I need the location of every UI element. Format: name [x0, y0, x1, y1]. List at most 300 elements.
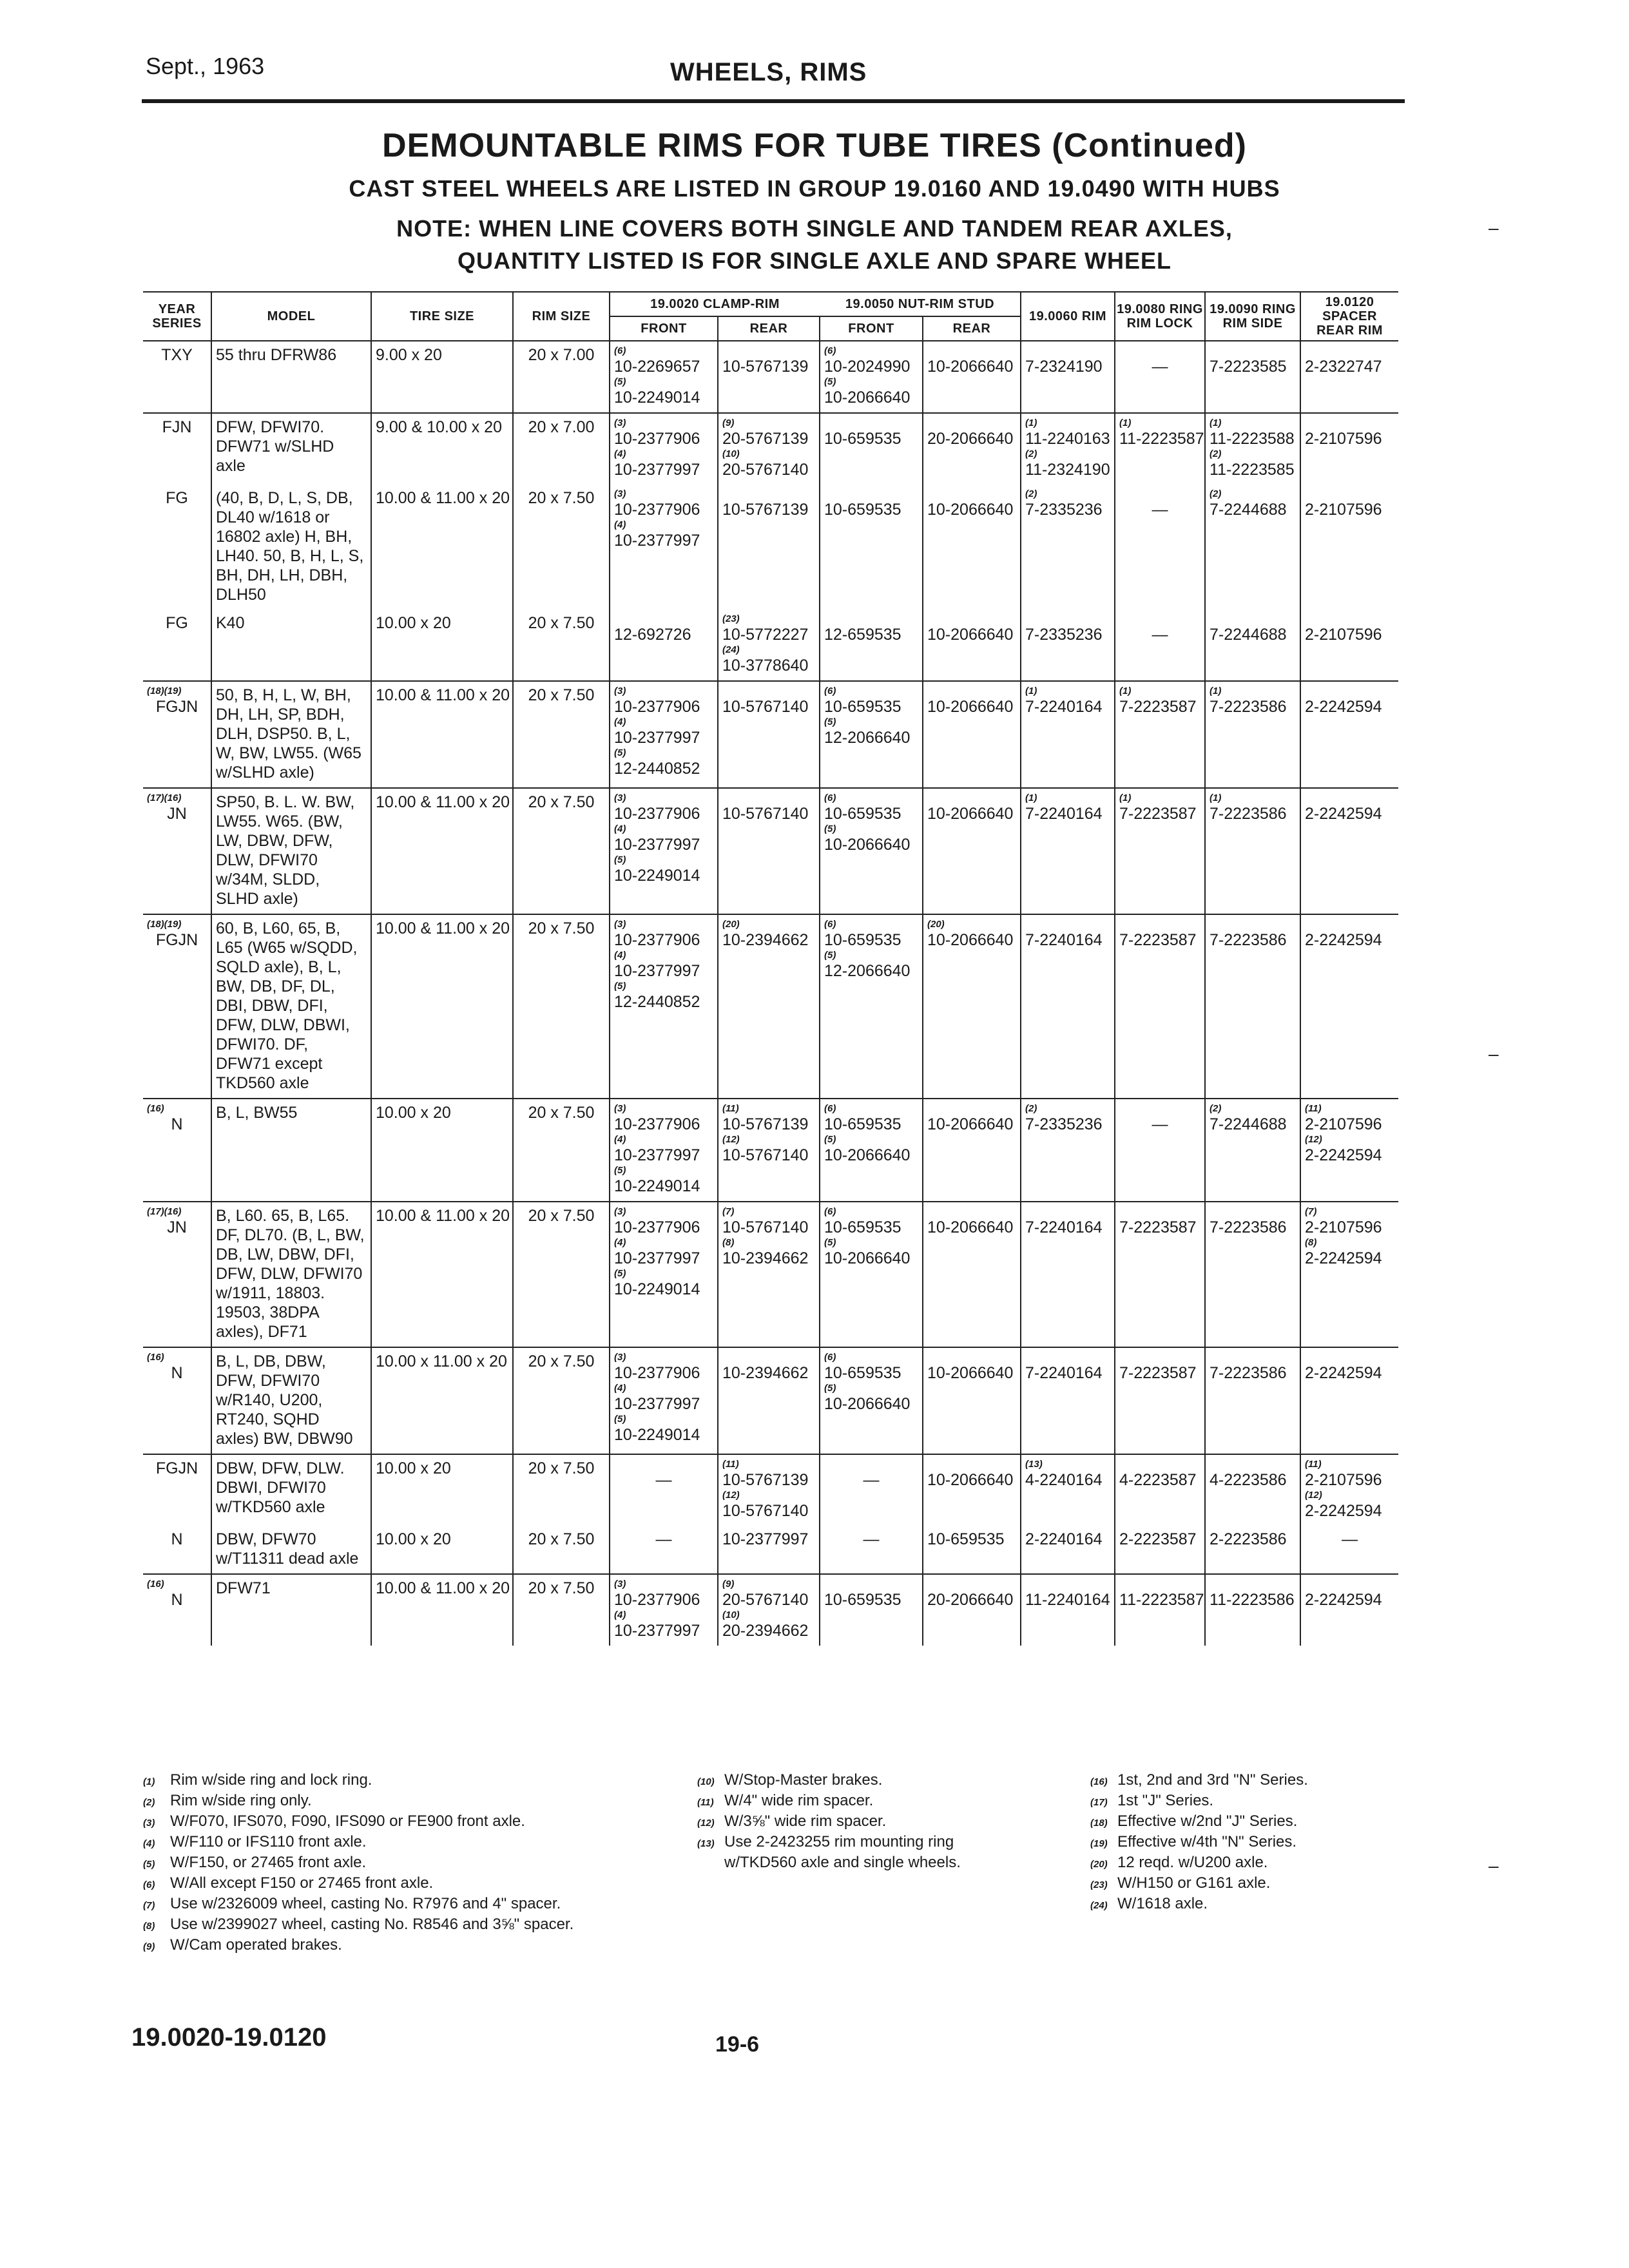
rim-size: 20 x 7.50	[528, 489, 595, 507]
rim-size: 20 x 7.50	[528, 1104, 595, 1122]
footnote-ref: (5)	[614, 1414, 626, 1425]
footnote-key: (11)	[697, 1797, 714, 1808]
part-number: 10-2066640	[824, 389, 911, 407]
clamp-front-cell	[610, 341, 718, 413]
footnote-ref: (6)	[824, 1103, 836, 1114]
part-number: 10-5767140	[722, 698, 809, 716]
part-number: 7-2240164	[1025, 805, 1103, 823]
footnote-ref: (6)	[824, 686, 836, 697]
table-row	[143, 1347, 1398, 1454]
series-footnote-ref: (17)(16)	[147, 1206, 182, 1217]
year-series-cell	[143, 1574, 211, 1646]
col-model: MODEL	[211, 292, 371, 341]
footnote-ref: (2)	[1025, 448, 1037, 459]
year-series-cell	[143, 1347, 211, 1454]
part-number: 2-2107596	[1305, 501, 1382, 519]
footnote-text: w/TKD560 axle and single wheels.	[724, 1854, 961, 1871]
nut-rear-cell	[923, 1526, 1021, 1574]
part-number: 7-2335236	[1025, 1115, 1103, 1133]
footnote	[1090, 1791, 1308, 1812]
footnote-ref: (3)	[614, 1206, 626, 1217]
footnote-ref: (2)	[1210, 488, 1222, 499]
nut-rear-cell	[923, 914, 1021, 1099]
model-text: DBW, DFW70 w/T11311 dead axle	[216, 1530, 359, 1568]
part-number: 10-2377906	[614, 805, 700, 823]
clamp-front-cell	[610, 1347, 718, 1454]
nut-front-cell	[820, 1526, 923, 1574]
footnote-ref: (1)	[1025, 686, 1037, 697]
footnote-key: (5)	[143, 1859, 155, 1870]
rim-cell	[1021, 341, 1115, 413]
footnote	[1090, 1832, 1308, 1853]
footnote-ref: (4)	[614, 448, 626, 459]
footnote-ref: (1)	[1210, 686, 1222, 697]
footnote-ref: (5)	[824, 716, 836, 727]
nut-front-cell	[820, 485, 923, 610]
footnote-ref: (7)	[1305, 1206, 1317, 1217]
footnote-text: W/4" wide rim spacer.	[724, 1792, 874, 1809]
footnote-key: (12)	[697, 1818, 715, 1829]
model-cell	[211, 485, 371, 610]
footnote	[143, 1771, 574, 1791]
part-number: 10-659535	[824, 1591, 901, 1609]
ring-side-cell	[1205, 1347, 1300, 1454]
tire-size: 10.00 & 11.00 x 20	[376, 1207, 510, 1225]
clamp-front-cell	[610, 681, 718, 788]
footnote-ref: (5)	[824, 376, 836, 387]
tire-size-cell	[371, 1347, 513, 1454]
ring-side-cell	[1205, 788, 1300, 914]
footnote-ref: (20)	[927, 919, 945, 930]
rim-size: 20 x 7.50	[528, 1459, 595, 1477]
footnote-ref: (3)	[614, 686, 626, 697]
tire-size-cell	[371, 1574, 513, 1646]
table-row	[143, 610, 1398, 681]
part-number: 2-2107596	[1305, 430, 1382, 448]
model-cell	[211, 1454, 371, 1526]
footnote-key: (17)	[1090, 1797, 1108, 1808]
ring-lock-cell	[1115, 914, 1205, 1099]
series-code: FGJN	[155, 698, 198, 716]
footnote-ref: (6)	[824, 793, 836, 803]
part-number: 11-2240164	[1025, 1591, 1110, 1609]
table-row	[143, 1526, 1398, 1574]
spacer-cell	[1300, 1347, 1398, 1454]
part-number: 4-2223587	[1119, 1471, 1197, 1489]
footnote-ref: (3)	[614, 919, 626, 930]
spacer-cell	[1300, 413, 1398, 485]
footnote-ref: (6)	[824, 1352, 836, 1363]
col-rim-size: RIM SIZE	[513, 292, 610, 341]
col-spacer-rear-rim: 19.0120 SPACER REAR RIM	[1300, 292, 1398, 341]
spacer-cell	[1300, 610, 1398, 681]
rim-size: 20 x 7.50	[528, 1530, 595, 1548]
footnote-ref: (4)	[614, 716, 626, 727]
ring-lock-cell	[1115, 681, 1205, 788]
part-number: 10-659535	[824, 430, 901, 448]
clamp-front-cell	[610, 788, 718, 914]
part-number: 12-659535	[824, 626, 901, 644]
part-number: 10-2377997	[614, 532, 700, 550]
footnote	[697, 1853, 961, 1872]
footnote	[697, 1832, 961, 1853]
footnote-ref: (5)	[614, 747, 626, 758]
rim-size: 20 x 7.50	[528, 1579, 595, 1597]
part-number: 10-2377906	[614, 501, 700, 519]
footnote-ref: (2)	[1025, 1103, 1037, 1114]
model-text: SP50, B. L. W. BW, LW55. W65. (BW, LW, DBW, DFW, DLW, DFWI70 w/34M, SLDD, SLHD axle)	[216, 793, 355, 908]
rim-cell	[1021, 914, 1115, 1099]
clamp-front-cell	[610, 1454, 718, 1526]
table-row	[143, 413, 1398, 485]
part-number: 10-5772227	[722, 626, 809, 644]
part-number: 10-2377997	[722, 1530, 809, 1548]
part-number: 2-2242594	[1305, 698, 1382, 716]
series-code: N	[171, 1591, 183, 1609]
rim-size-cell	[513, 1099, 610, 1202]
clamp-rear-cell	[718, 1454, 820, 1526]
footnote-ref: (6)	[824, 919, 836, 930]
footnote-ref: (3)	[614, 418, 626, 428]
col-clamp-rear: REAR	[718, 316, 820, 341]
footnote-ref: (1)	[1025, 793, 1037, 803]
model-cell	[211, 1526, 371, 1574]
part-number: 7-2244688	[1210, 501, 1287, 519]
footnote-ref: (11)	[1305, 1103, 1322, 1114]
part-number: 7-2223587	[1119, 805, 1197, 823]
rim-cell	[1021, 485, 1115, 610]
cast-steel-note: CAST STEEL WHEELS ARE LISTED IN GROUP 19.0160 AND 19.0490 WITH HUBS	[349, 175, 1280, 202]
spacer-cell	[1300, 1099, 1398, 1202]
footnote-ref: (10)	[722, 448, 740, 459]
footnote-ref: (20)	[722, 919, 740, 930]
ring-lock-cell	[1115, 413, 1205, 485]
footnote-ref: (12)	[1305, 1490, 1322, 1501]
series-footnote-ref: (16)	[147, 1579, 164, 1590]
footnote-key: (8)	[143, 1921, 155, 1932]
part-number: 10-2377997	[614, 1395, 700, 1413]
rim-size-cell	[513, 1574, 610, 1646]
spacer-cell	[1300, 788, 1398, 914]
rim-cell	[1021, 1202, 1115, 1347]
col-ring-rim-lock: 19.0080 RING RIM LOCK	[1115, 292, 1205, 341]
footnote-text: Use w/2326009 wheel, casting No. R7976 and 4" spacer.	[170, 1895, 561, 1912]
tire-size-cell	[371, 914, 513, 1099]
part-number: 10-2377906	[614, 1115, 700, 1133]
model-text: DFW71	[216, 1579, 271, 1597]
part-number: —	[1152, 358, 1168, 376]
rim-size-cell	[513, 485, 610, 610]
rim-size: 20 x 7.50	[528, 1207, 595, 1225]
footnote-text: Rim w/side ring only.	[170, 1792, 312, 1809]
series-code: FG	[166, 614, 188, 632]
ring-lock-cell	[1115, 788, 1205, 914]
footnote-key: (13)	[697, 1838, 715, 1849]
footnote-ref: (4)	[614, 823, 626, 834]
rim-size: 20 x 7.50	[528, 686, 595, 704]
ring-side-cell	[1205, 1526, 1300, 1574]
part-number: 10-659535	[824, 1364, 901, 1382]
footnote-text: W/Stop-Master brakes.	[724, 1771, 883, 1789]
clamp-rear-cell	[718, 914, 820, 1099]
part-number: 10-2394662	[722, 1249, 809, 1267]
ring-lock-cell	[1115, 1347, 1205, 1454]
part-number: 2-2242594	[1305, 931, 1382, 949]
part-number: 10-2249014	[614, 1426, 700, 1444]
rim-size-cell	[513, 610, 610, 681]
series-footnote-ref: (17)(16)	[147, 793, 182, 803]
part-number: 7-2223587	[1119, 698, 1197, 716]
footnote-text: 1st, 2nd and 3rd "N" Series.	[1117, 1771, 1308, 1789]
col-tire-size: TIRE SIZE	[371, 292, 513, 341]
margin-mark: –	[1489, 1044, 1499, 1064]
footnote	[1090, 1812, 1308, 1832]
footnote-text: Use w/2399027 wheel, casting No. R8546 and 3⅝" spacer.	[170, 1916, 574, 1933]
series-footnote-ref: (16)	[147, 1352, 164, 1363]
model-text: B, L60. 65, B, L65. DF, DL70. (B, L, BW, DB, LW, DBW, DFI, DFW, DLW, DFWI70 w/1911, 18803. 19503, 38DPA axles), DF71	[216, 1207, 365, 1341]
footnote	[697, 1771, 961, 1791]
nut-front-cell	[820, 610, 923, 681]
footnote-ref: (4)	[614, 1610, 626, 1620]
tire-size: 10.00 & 11.00 x 20	[376, 686, 510, 704]
rims-table	[143, 291, 1398, 1646]
part-number: 7-2223586	[1210, 805, 1287, 823]
rim-size-cell	[513, 341, 610, 413]
model-text: K40	[216, 614, 245, 632]
part-number: 10-2249014	[614, 1280, 700, 1298]
clamp-front-cell	[610, 1574, 718, 1646]
rim-size: 20 x 7.50	[528, 919, 595, 937]
nut-rear-cell	[923, 610, 1021, 681]
tire-size: 9.00 x 20	[376, 346, 442, 364]
nut-front-cell	[820, 1574, 923, 1646]
nut-rear-cell	[923, 341, 1021, 413]
footnote-ref: (1)	[1119, 793, 1132, 803]
clamp-rear-cell	[718, 485, 820, 610]
rim-cell	[1021, 681, 1115, 788]
rim-size-cell	[513, 1454, 610, 1526]
model-cell	[211, 914, 371, 1099]
page-title: DEMOUNTABLE RIMS FOR TUBE TIRES (Continued)	[382, 127, 1247, 164]
rim-size: 20 x 7.50	[528, 793, 595, 811]
part-number: 10-2377997	[614, 836, 700, 854]
series-code: FG	[166, 489, 188, 507]
part-number: 20-5767140	[722, 461, 809, 479]
footnote	[697, 1812, 961, 1832]
model-cell	[211, 610, 371, 681]
year-series-cell	[143, 610, 211, 681]
part-number: 11-2223585	[1210, 461, 1295, 479]
clamp-front-cell	[610, 1099, 718, 1202]
rim-size: 20 x 7.00	[528, 346, 595, 364]
rim-cell	[1021, 788, 1115, 914]
footnote-ref: (11)	[1305, 1459, 1322, 1470]
part-number: 10-5767140	[722, 805, 809, 823]
ring-side-cell	[1205, 1099, 1300, 1202]
part-number: 10-2377906	[614, 1218, 700, 1236]
part-number: 4-2240164	[1025, 1471, 1103, 1489]
footnote-ref: (5)	[614, 1268, 626, 1279]
footnote-ref: (10)	[722, 1610, 740, 1620]
clamp-front-cell	[610, 413, 718, 485]
footnote	[1090, 1771, 1308, 1791]
rim-cell	[1021, 1347, 1115, 1454]
footnote-key: (3)	[143, 1818, 155, 1829]
tire-size-cell	[371, 485, 513, 610]
part-number: 2-2242594	[1305, 1502, 1382, 1520]
footnote-key: (1)	[143, 1776, 155, 1787]
part-number: 11-2324190	[1025, 461, 1110, 479]
part-number: 10-2394662	[722, 1364, 809, 1382]
rim-size-cell	[513, 1526, 610, 1574]
tire-size: 10.00 & 11.00 x 20	[376, 489, 510, 507]
col-nut-rim-stud: 19.0050 NUT-RIM STUD	[845, 297, 995, 311]
year-series-cell	[143, 1526, 211, 1574]
ring-lock-cell	[1115, 341, 1205, 413]
footnote-key: (6)	[143, 1879, 155, 1890]
spacer-cell	[1300, 485, 1398, 610]
footnote-ref: (1)	[1119, 418, 1132, 428]
part-number: 20-2394662	[722, 1622, 809, 1640]
part-number: 2-2322747	[1305, 358, 1382, 376]
part-number: —	[1152, 1115, 1168, 1133]
footnote-key: (4)	[143, 1838, 155, 1849]
part-number: 10-2377997	[614, 962, 700, 980]
part-number: 7-2223587	[1119, 1218, 1197, 1236]
footnote-ref: (2)	[1210, 1103, 1222, 1114]
tire-size: 10.00 & 11.00 x 20	[376, 1579, 510, 1597]
nut-rear-cell	[923, 1202, 1021, 1347]
footnote	[143, 1874, 574, 1894]
nut-front-cell	[820, 1099, 923, 1202]
part-number: —	[1152, 626, 1168, 644]
part-number: 10-2377906	[614, 1591, 700, 1609]
model-text: DFW, DFWI70. DFW71 w/SLHD axle	[216, 418, 334, 475]
part-number: 10-2394662	[722, 931, 809, 949]
footnote-ref: (3)	[614, 1352, 626, 1363]
footnote-ref: (5)	[824, 950, 836, 961]
part-number: 20-5767139	[722, 430, 809, 448]
tire-size: 10.00 x 20	[376, 614, 451, 632]
margin-mark: –	[1489, 1856, 1499, 1876]
tire-size-cell	[371, 1526, 513, 1574]
part-number: 12-2440852	[614, 760, 700, 778]
footnote-ref: (5)	[614, 1165, 626, 1176]
ring-lock-cell	[1115, 610, 1205, 681]
tire-size-cell	[371, 788, 513, 914]
footnote-ref: (3)	[614, 488, 626, 499]
part-number: —	[1152, 501, 1168, 519]
part-number: 10-3778640	[722, 657, 809, 675]
model-cell	[211, 681, 371, 788]
part-number: 10-5767139	[722, 501, 809, 519]
quantity-note-line-2: QUANTITY LISTED IS FOR SINGLE AXLE AND SPARE WHEEL	[457, 247, 1172, 274]
part-number: 10-2377906	[614, 1364, 700, 1382]
table-row	[143, 681, 1398, 788]
part-number: 7-2240164	[1025, 931, 1103, 949]
col-clamp-front: FRONT	[610, 316, 718, 341]
footnote	[697, 1791, 961, 1812]
header-rule	[142, 99, 1405, 103]
part-number: 10-5767139	[722, 1471, 809, 1489]
spacer-cell	[1300, 914, 1398, 1099]
part-number: 10-2377997	[614, 461, 700, 479]
rim-size-cell	[513, 788, 610, 914]
part-number: 10-2377906	[614, 698, 700, 716]
footnotes-column-3	[1090, 1771, 1308, 1915]
series-footnote-ref: (18)(19)	[147, 919, 182, 930]
nut-rear-cell	[923, 681, 1021, 788]
col-clamp-rim: 19.0020 CLAMP-RIM	[610, 292, 820, 316]
tire-size: 10.00 x 20	[376, 1104, 451, 1122]
footnote-key: (18)	[1090, 1818, 1108, 1829]
tire-size-cell	[371, 413, 513, 485]
series-code: FGJN	[155, 1459, 198, 1477]
part-number: 2-2107596	[1305, 1115, 1382, 1133]
clamp-rear-cell	[718, 1526, 820, 1574]
table-row	[143, 788, 1398, 914]
part-number: 10-2066640	[824, 1395, 911, 1413]
rim-size: 20 x 7.50	[528, 614, 595, 632]
part-number: 10-2066640	[927, 931, 1014, 949]
part-number: 4-2223586	[1210, 1471, 1287, 1489]
footnote-ref: (6)	[824, 345, 836, 356]
part-number: 10-2249014	[614, 1177, 700, 1195]
ring-lock-cell	[1115, 1574, 1205, 1646]
footnote-ref: (5)	[614, 981, 626, 992]
spacer-cell	[1300, 341, 1398, 413]
tire-size: 10.00 & 11.00 x 20	[376, 919, 510, 937]
part-number: 10-2066640	[927, 626, 1014, 644]
tire-size-cell	[371, 341, 513, 413]
part-number: 10-2066640	[927, 1115, 1014, 1133]
clamp-front-cell	[610, 1526, 718, 1574]
footnote-ref: (1)	[1025, 418, 1037, 428]
part-number: 12-692726	[614, 626, 691, 644]
part-number: 2-2107596	[1305, 1471, 1382, 1489]
footnote	[143, 1832, 574, 1853]
nut-front-cell	[820, 1454, 923, 1526]
tire-size: 10.00 x 20	[376, 1530, 451, 1548]
series-code: JN	[167, 1218, 187, 1236]
year-series-cell	[143, 1099, 211, 1202]
nut-rear-cell	[923, 788, 1021, 914]
footnote-ref: (3)	[614, 1579, 626, 1590]
year-series-cell	[143, 1202, 211, 1347]
part-number: 10-2024990	[824, 358, 911, 376]
nut-front-cell	[820, 788, 923, 914]
part-number: —	[863, 1530, 880, 1548]
model-text: 60, B, L60, 65, B, L65 (W65 w/SQDD, SQLD axle), B, L, BW, DB, DF, DL, DBI, DBW, DFI, DFW, DLW, DBWI, DFWI70. DF, DFW71 except TKD560 axle	[216, 919, 358, 1092]
part-number: 10-2066640	[927, 358, 1014, 376]
ring-lock-cell	[1115, 1099, 1205, 1202]
footnote-key: (10)	[697, 1776, 715, 1787]
clamp-rear-cell	[718, 1202, 820, 1347]
table-row	[143, 1099, 1398, 1202]
margin-mark: –	[1489, 218, 1499, 238]
rim-cell	[1021, 610, 1115, 681]
part-number: 11-2223587	[1119, 1591, 1204, 1609]
footnote-ref: (4)	[614, 1383, 626, 1394]
part-number: 10-5767139	[722, 1115, 809, 1133]
ring-side-cell	[1205, 413, 1300, 485]
part-number: 10-2066640	[824, 1249, 911, 1267]
footnote	[143, 1894, 574, 1915]
footnote-text: 12 reqd. w/U200 axle.	[1117, 1854, 1268, 1871]
nut-rear-cell	[923, 485, 1021, 610]
nut-front-cell	[820, 914, 923, 1099]
tire-size: 10.00 & 11.00 x 20	[376, 793, 510, 811]
